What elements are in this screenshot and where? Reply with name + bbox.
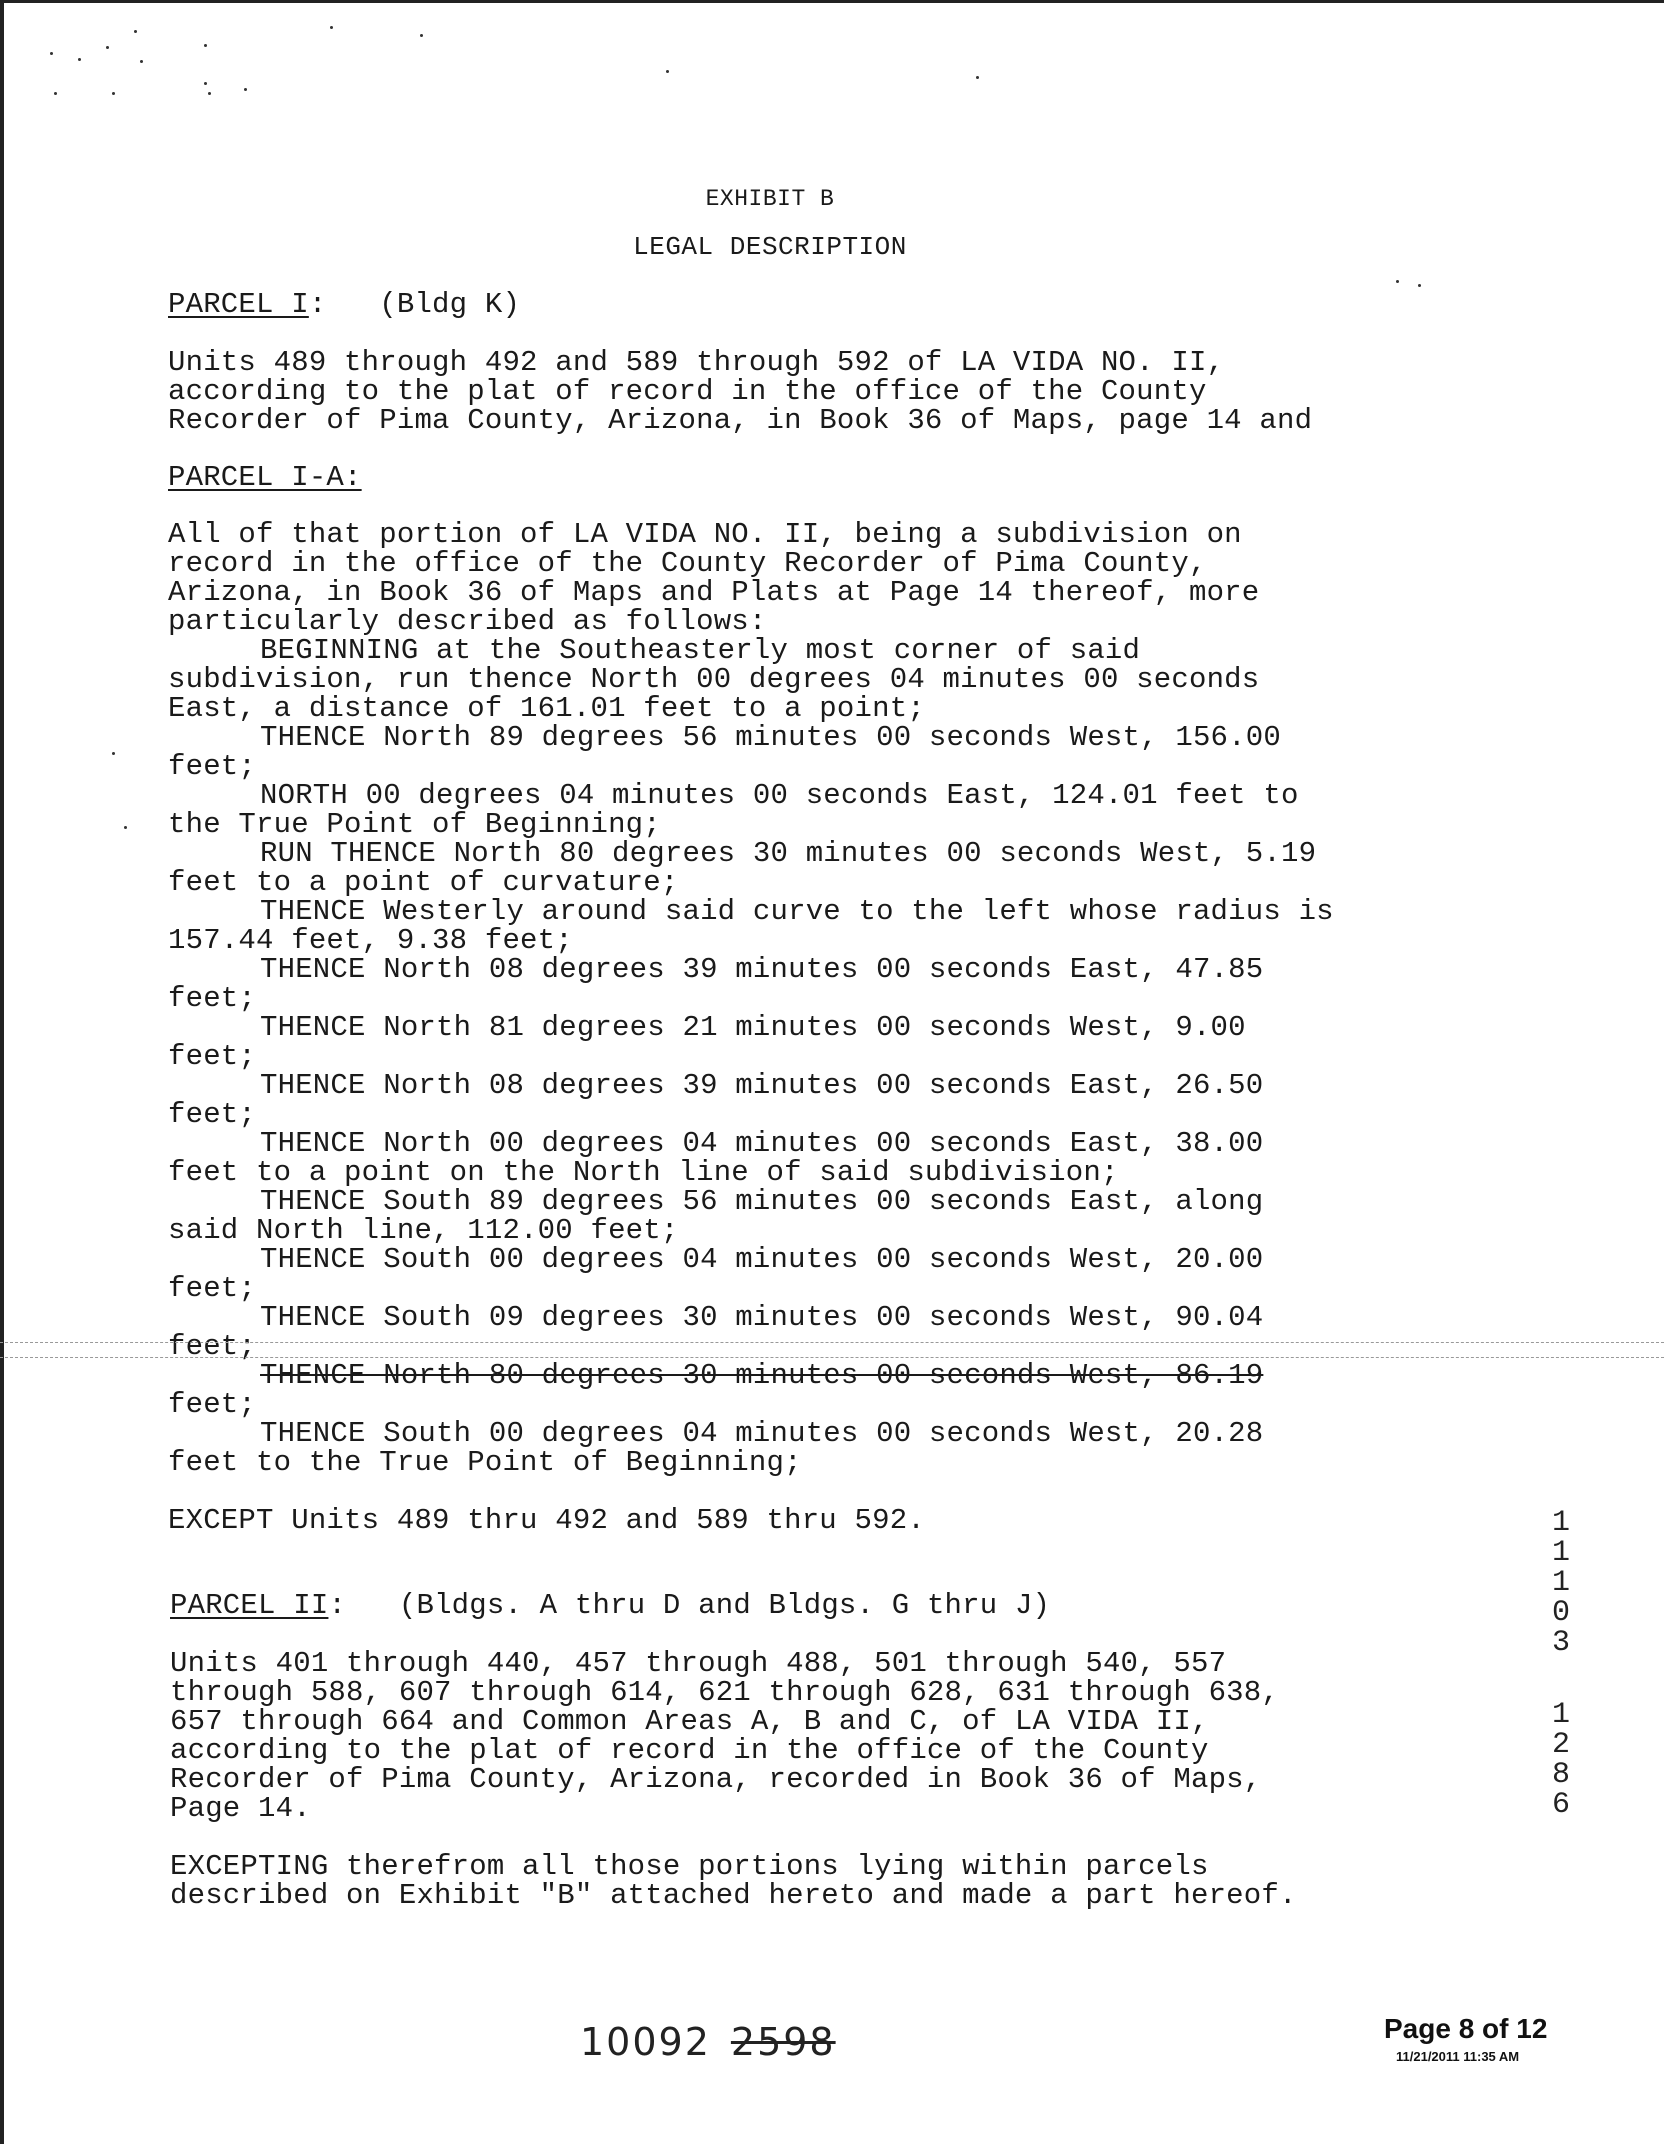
parcel-i-a-text: subdivision, run thence North 00 degrees 04 minutes 00 seconds — [168, 663, 1260, 696]
scan-speck — [330, 26, 333, 29]
recording-stamp-top: 1 1 1 0 3 — [1551, 1506, 1570, 1660]
parcel-i-a-text: feet; — [168, 750, 257, 783]
scan-speck — [976, 76, 979, 79]
parcel-i-a-text: NORTH 00 degrees 04 minutes 00 seconds East, 124.01 feet to — [260, 779, 1299, 812]
parcel-i-a-text: feet to a point of curvature; — [168, 866, 679, 899]
scan-speck — [1418, 284, 1421, 287]
parcel-i-a-text: THENCE South 00 degrees 04 minutes 00 seconds West, 20.28 — [260, 1417, 1264, 1450]
parcel-i-text: Units 489 through 492 and 589 through 592 of LA VIDA NO. II, — [168, 346, 1225, 379]
parcel-ii-heading: PARCEL II: (Bldgs. A thru D and Bldgs. G thru J) — [170, 1589, 1051, 1622]
scan-speck — [420, 34, 423, 37]
parcel-ii-text: Units 401 through 440, 457 through 488, 501 through 540, 557 — [170, 1647, 1227, 1680]
parcel-i-a-text: feet; — [168, 1098, 257, 1131]
parcel-ii-text: through 588, 607 through 614, 621 through 628, 631 through 638, — [170, 1676, 1279, 1709]
parcel-i-a-text: feet to the True Point of Beginning; — [168, 1446, 802, 1479]
parcel-i-text: according to the plat of record in the office of the County — [168, 375, 1207, 408]
scan-speck — [204, 82, 207, 85]
parcel-i-a-heading — [168, 463, 362, 492]
parcel-ii-text: 657 through 664 and Common Areas A, B and C, of LA VIDA II, — [170, 1705, 1209, 1738]
parcel-i-a-text: THENCE North 08 degrees 39 minutes 00 seconds East, 47.85 — [260, 953, 1264, 986]
scan-speck — [204, 44, 207, 47]
scan-speck — [140, 60, 143, 63]
parcel-i-a-text: THENCE North 89 degrees 56 minutes 00 seconds West, 156.00 — [260, 721, 1281, 754]
parcel-i-a-text: THENCE North 00 degrees 04 minutes 00 seconds East, 38.00 — [260, 1127, 1264, 1160]
parcel-ii-label: PARCEL II — [170, 1589, 329, 1622]
parcel-ii-excepting: EXCEPTING therefrom all those portions lying within parcels — [170, 1850, 1209, 1883]
parcel-i-a-text: feet; — [168, 1040, 257, 1073]
parcel-i-a-text: particularly described as follows: — [168, 605, 767, 638]
scan-speck — [666, 70, 669, 73]
parcel-i-a-text: RUN THENCE North 80 degrees 30 minutes 00 seconds West, 5.19 — [260, 837, 1317, 870]
parcel-i-a-except: EXCEPT Units 489 thru 492 and 589 thru 592. — [168, 1504, 925, 1537]
scan-speck — [208, 92, 211, 95]
parcel-i-label: PARCEL I — [168, 288, 309, 321]
parcel-i-a-text: THENCE South 09 degrees 30 minutes 00 seconds West, 90.04 — [260, 1301, 1264, 1334]
parcel-ii-note: (Bldgs. A thru D and Bldgs. G thru J) — [398, 1589, 1051, 1622]
parcel-i-a-text: 157.44 feet, 9.38 feet; — [168, 924, 573, 957]
scan-speck — [78, 58, 81, 61]
parcel-i-a-text: said North line, 112.00 feet; — [168, 1214, 679, 1247]
parcel-ii-text: according to the plat of record in the office of the County — [170, 1734, 1209, 1767]
exhibit-heading: EXHIBIT B — [705, 186, 835, 212]
left-border — [0, 0, 4, 2144]
parcel-ii-text: Recorder of Pima County, Arizona, recorded in Book 36 of Maps, — [170, 1763, 1262, 1796]
scan-speck — [244, 88, 247, 91]
scan-speck — [112, 92, 115, 95]
parcel-i-a-struck-line: THENCE North 80 degrees 30 minutes 00 seconds West, 86.19 — [260, 1359, 1264, 1392]
parcel-i-a-text: feet; — [168, 1330, 257, 1363]
parcel-i-a-text: feet to a point on the North line of said subdivision; — [168, 1156, 1119, 1189]
parcel-i-a-text: THENCE North 08 degrees 39 minutes 00 seconds East, 26.50 — [260, 1069, 1264, 1102]
scan-speck — [106, 46, 109, 49]
document-title: LEGAL DESCRIPTION — [633, 232, 907, 262]
scan-speck — [134, 30, 137, 33]
scan-speck — [112, 752, 115, 755]
scan-speck — [1396, 280, 1399, 283]
handwritten-reference-number: 10092 2598 — [580, 2020, 836, 2064]
scan-artifact-band — [0, 1342, 1664, 1358]
parcel-i-heading: PARCEL I: (Bldg K) — [168, 288, 521, 321]
parcel-i-a-text: THENCE Westerly around said curve to the left whose radius is — [260, 895, 1334, 928]
parcel-i-a-text: feet; — [168, 1272, 257, 1305]
top-border — [0, 0, 1664, 3]
parcel-i-a-text: record in the office of the County Recorder of Pima County, — [168, 547, 1207, 580]
parcel-i-a-text: Arizona, in Book 36 of Maps and Plats at Page 14 thereof, more — [168, 576, 1260, 609]
parcel-i-note: (Bldg K) — [379, 288, 521, 321]
page-counter: Page 8 of 12 — [1384, 2013, 1548, 2044]
parcel-i-a-text: East, a distance of 161.01 feet to a point; — [168, 692, 925, 725]
parcel-i-a-text: THENCE South 89 degrees 56 minutes 00 seconds East, along — [260, 1185, 1264, 1218]
parcel-i-text: Recorder of Pima County, Arizona, in Book 36 of Maps, page 14 and — [168, 404, 1313, 437]
parcel-i-a-text: feet; — [168, 1388, 257, 1421]
parcel-i-a-text: BEGINNING at the Southeasterly most corner of said — [260, 634, 1141, 667]
parcel-ii-excepting: described on Exhibit "B" attached hereto and made a part hereof. — [170, 1879, 1297, 1912]
parcel-i-a-text: THENCE North 81 degrees 21 minutes 00 seconds West, 9.00 — [260, 1011, 1246, 1044]
parcel-i-a-text: feet; — [168, 982, 257, 1015]
parcel-i-a-text: All of that portion of LA VIDA NO. II, being a subdivision on — [168, 518, 1242, 551]
parcel-i-a-text: the True Point of Beginning; — [168, 808, 661, 841]
recording-stamp-bottom: 1 2 8 6 — [1551, 1698, 1570, 1822]
page-timestamp: 11/21/2011 11:35 AM — [1396, 2049, 1520, 2064]
parcel-i-a-label: PARCEL I-A: — [168, 461, 362, 494]
parcel-ii-text: Page 14. — [170, 1792, 311, 1825]
scan-speck — [50, 52, 53, 55]
scan-speck — [124, 826, 127, 829]
parcel-i-a-text: THENCE South 00 degrees 04 minutes 00 seconds West, 20.00 — [260, 1243, 1264, 1276]
scan-speck — [54, 92, 57, 95]
